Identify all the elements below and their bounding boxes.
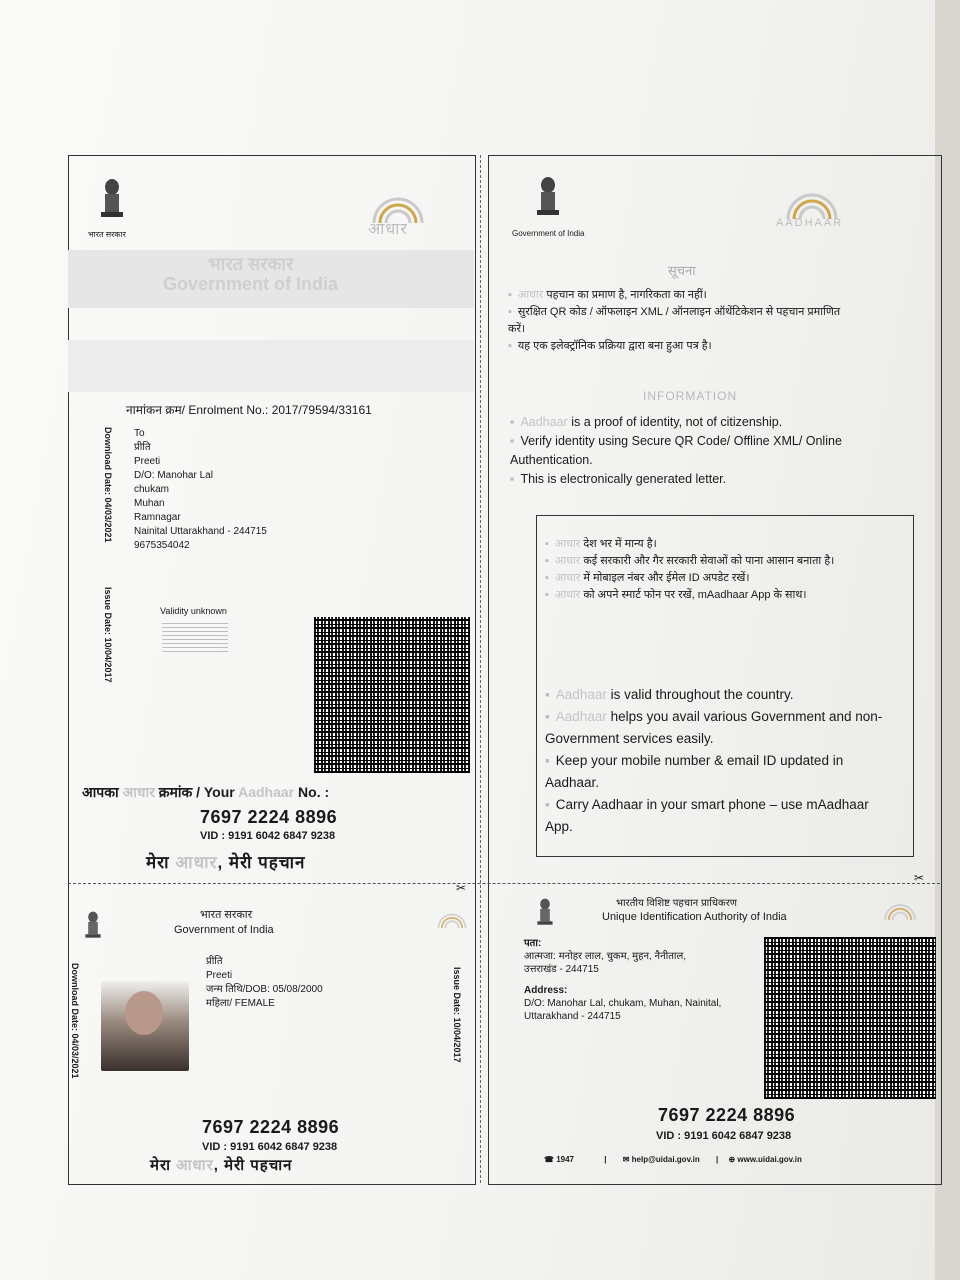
aadhaar-logo-text: AADHAAR xyxy=(776,217,844,229)
address-line: Preeti xyxy=(134,456,161,467)
cut-line xyxy=(480,155,481,1183)
card-issue-date: Issue Date: 10/04/2017 xyxy=(452,967,462,1063)
label-part: आपका xyxy=(82,784,119,800)
authority-english: Unique Identification Authority of India xyxy=(602,911,787,923)
aadhaar-logo-text: आधार xyxy=(368,221,408,238)
faded-word: आधार xyxy=(554,572,581,584)
card-gov-english: Government of India xyxy=(174,924,274,936)
address-hindi-line: उत्तराखंड - 244715 xyxy=(524,964,599,975)
digital-signature-stamp xyxy=(162,620,228,652)
notice-item: ▪ यह एक इलेक्ट्रॉनिक प्रक्रिया द्वारा बना हुआ पत्र है। xyxy=(508,340,712,352)
ashoka-emblem-icon xyxy=(96,177,128,223)
notice-text: सुरक्षित QR कोड / ऑफलाइन XML / ऑनलाइन ऑथेंटिकेशन से पहचान प्रमाणित करें। xyxy=(508,306,841,335)
notice-item: ▪ This is electronically generated letter. xyxy=(510,472,727,486)
card-aadhaar-number: 7697 2224 8896 xyxy=(202,1117,340,1137)
aadhaar-number: 7697 2224 8896 xyxy=(200,807,338,827)
fold-line xyxy=(68,883,940,884)
card-gov-hindi: भारत सरकार xyxy=(200,909,253,921)
label-faded-part: आधार xyxy=(122,784,155,800)
box-hindi-list xyxy=(545,536,845,604)
holder-gender: महिला/ FEMALE xyxy=(206,998,275,1009)
holder-name-hindi: प्रीति xyxy=(206,956,223,967)
recipient-address xyxy=(134,427,267,553)
address-hindi-line: आत्मजा: मनोहर लाल, चुकम, मुहन, नैनीताल, xyxy=(524,951,687,962)
contact-website: www.uidai.gov.in xyxy=(737,1155,802,1164)
address-line: chukam xyxy=(134,484,170,495)
enrolment-number: 2017/79594/33161 xyxy=(271,403,372,417)
aadhaar-logo-icon xyxy=(880,897,920,923)
card-vid-number: VID : 9191 6042 6847 9238 xyxy=(656,1130,792,1142)
aadhaar-logo-icon xyxy=(434,907,470,931)
faded-word: आधार xyxy=(554,555,581,567)
your-aadhaar-label xyxy=(82,783,329,802)
scissors-icon: ✂ xyxy=(914,871,925,885)
validity-text: Validity unknown xyxy=(160,606,227,616)
hindi-notice-list xyxy=(508,287,858,355)
box-english-list xyxy=(545,684,895,838)
banner-hindi: भारत सरकार xyxy=(208,254,294,274)
suchna-title: सूचना xyxy=(668,263,696,278)
box-text: Keep your mobile number & email ID updated in Aadhaar. xyxy=(545,753,844,790)
faded-word: आधार xyxy=(517,289,544,301)
contact-footer: ☎ 1947 | ✉ help@uidai.gov.in | ⊕ www.uidai.gov.in xyxy=(544,1155,802,1164)
notice-text: is a proof of identity, not of citizenship. xyxy=(571,415,783,429)
information-title: INFORMATION xyxy=(643,389,738,403)
card-vid-number: VID : 9191 6042 6847 9238 xyxy=(202,1141,338,1153)
ashoka-emblem-icon xyxy=(534,897,556,929)
address-english-line: D/O: Manohar Lal, chukam, Muhan, Nainital, xyxy=(524,998,722,1009)
card-tagline xyxy=(150,1155,292,1175)
label-part: No. : xyxy=(298,784,330,800)
faded-word: Aadhaar xyxy=(555,709,607,724)
box-item: ▪ आधार में मोबाइल नंबर और ईमेल ID अपडेट रखें। xyxy=(545,572,750,584)
address-line: To xyxy=(134,428,145,439)
contact-phone: 1947 xyxy=(556,1155,574,1164)
enrolment-label: नामांकन क्रम/ Enrolment No.: xyxy=(126,403,269,417)
box-text: देश भर में मान्य है। xyxy=(583,538,657,550)
address-english-line: Uttarakhand - 244715 xyxy=(524,1011,621,1022)
card-holder-details xyxy=(206,955,323,1011)
notice-text: पहचान का प्रमाण है, नागरिकता का नहीं। xyxy=(546,289,707,301)
card-aadhaar-number: 7697 2224 8896 xyxy=(658,1105,796,1125)
tagline-faded-part: आधार xyxy=(175,853,218,872)
photo-face xyxy=(125,991,163,1035)
holder-photo xyxy=(101,981,189,1071)
notice-item: ▪ सुरक्षित QR कोड / ऑफलाइन XML / ऑनलाइन ऑथेंटिकेशन से पहचान प्रमाणित करें। xyxy=(508,306,841,335)
box-item: ▪ Aadhaar helps you avail various Government and non-Government services easily. xyxy=(545,709,883,746)
card-address xyxy=(524,937,764,1023)
aadhaar-letter xyxy=(68,155,943,1185)
box-item: ▪ आधार को अपने स्मार्ट फोन पर रखें, mAadhaar App के साथ। xyxy=(545,589,807,601)
tagline-part: , मेरी पहचान xyxy=(217,853,306,872)
emblem-caption: Government of India xyxy=(512,229,585,238)
address-english-label: Address: xyxy=(524,985,568,996)
box-text: में मोबाइल नंबर और ईमेल ID अपडेट रखें। xyxy=(583,572,750,584)
enrolment-line xyxy=(126,401,372,418)
tagline-part: , मेरी पहचान xyxy=(213,1157,293,1174)
address-line: Nainital Uttarakhand - 244715 xyxy=(134,526,267,537)
faded-word: Aadhaar xyxy=(520,415,568,429)
address-line: 9675354042 xyxy=(134,540,190,551)
notice-text: यह एक इलेक्ट्रॉनिक प्रक्रिया द्वारा बना हुआ पत्र है। xyxy=(517,340,712,352)
contact-email: help@uidai.gov.in xyxy=(631,1155,700,1164)
english-notice-list xyxy=(510,413,905,489)
box-item: ▪ आधार कई सरकारी और गैर सरकारी सेवाओं को पाना आसान बनाता है। xyxy=(545,555,835,567)
banner-english: Government of India xyxy=(163,274,339,294)
address-line: D/O: Manohar Lal xyxy=(134,470,213,481)
emblem-caption: भारत सरकार xyxy=(88,230,126,239)
box-text: को अपने स्मार्ट फोन पर रखें, mAadhaar App के साथ। xyxy=(583,589,807,601)
faded-word: आधार xyxy=(554,538,581,550)
notice-item: ▪ Aadhaar is a proof of identity, not of citizenship. xyxy=(510,415,783,429)
gov-banner xyxy=(68,250,474,308)
phone-icon: ☎ xyxy=(544,1155,554,1164)
notice-text: Verify identity using Secure QR Code/ Offline XML/ Online Authentication. xyxy=(510,434,842,467)
info-box xyxy=(536,515,914,857)
tagline-part: मेरा xyxy=(146,853,170,872)
box-item: ▪ Aadhaar is valid throughout the country. xyxy=(545,687,794,702)
scissors-icon: ✂ xyxy=(456,881,467,895)
box-item: ▪ आधार देश भर में मान्य है। xyxy=(545,538,657,550)
uidai-banner xyxy=(68,340,474,392)
box-text: Carry Aadhaar in your smart phone – use mAadhaar App. xyxy=(545,797,869,834)
issue-date: Issue Date: 10/04/2017 xyxy=(103,587,113,683)
tagline-part: मेरा xyxy=(150,1157,171,1174)
label-part: क्रमांक / Your xyxy=(158,784,235,800)
holder-name-english: Preeti xyxy=(206,970,233,981)
tagline xyxy=(146,850,305,873)
notice-item: ▪ Verify identity using Secure QR Code/ Offline XML/ Online Authentication. xyxy=(510,434,842,467)
box-text: कई सरकारी और गैर सरकारी सेवाओं को पाना आसान बनाता है। xyxy=(583,555,835,567)
address-line: प्रीति xyxy=(134,442,151,453)
vid-number: VID : 9191 6042 6847 9238 xyxy=(200,830,336,842)
holder-dob: जन्म तिथि/DOB: 05/08/2000 xyxy=(206,984,323,995)
address-line: Ramnagar xyxy=(134,512,181,523)
faded-word: Aadhaar xyxy=(555,687,607,702)
box-item: ▪ Keep your mobile number & email ID updated in Aadhaar. xyxy=(545,753,844,790)
card-download-date: Download Date: 04/03/2021 xyxy=(70,963,80,1079)
address-line: Muhan xyxy=(134,498,165,509)
qr-code xyxy=(314,617,470,773)
box-text: is valid throughout the country. xyxy=(610,687,794,702)
email-icon: ✉ xyxy=(622,1155,630,1164)
notice-text: This is electronically generated letter. xyxy=(520,472,727,486)
card-qr-code xyxy=(764,937,936,1099)
globe-icon: ⊕ xyxy=(728,1155,736,1164)
box-item: ▪ Carry Aadhaar in your smart phone – use mAadhaar App. xyxy=(545,797,869,834)
notice-item: ▪ आधार पहचान का प्रमाण है, नागरिकता का नहीं। xyxy=(508,289,707,301)
ashoka-emblem-icon xyxy=(82,910,104,942)
label-faded-part: Aadhaar xyxy=(238,784,295,800)
tagline-faded-part: आधार xyxy=(176,1157,214,1174)
ashoka-emblem-icon xyxy=(532,175,564,221)
authority-hindi: भारतीय विशिष्ट पहचान प्राधिकरण xyxy=(616,898,738,909)
box-text: helps you avail various Government and non-Government services easily. xyxy=(545,709,883,746)
faded-word: आधार xyxy=(554,589,581,601)
address-hindi-label: पता: xyxy=(524,938,542,949)
download-date: Download Date: 04/03/2021 xyxy=(103,427,113,543)
